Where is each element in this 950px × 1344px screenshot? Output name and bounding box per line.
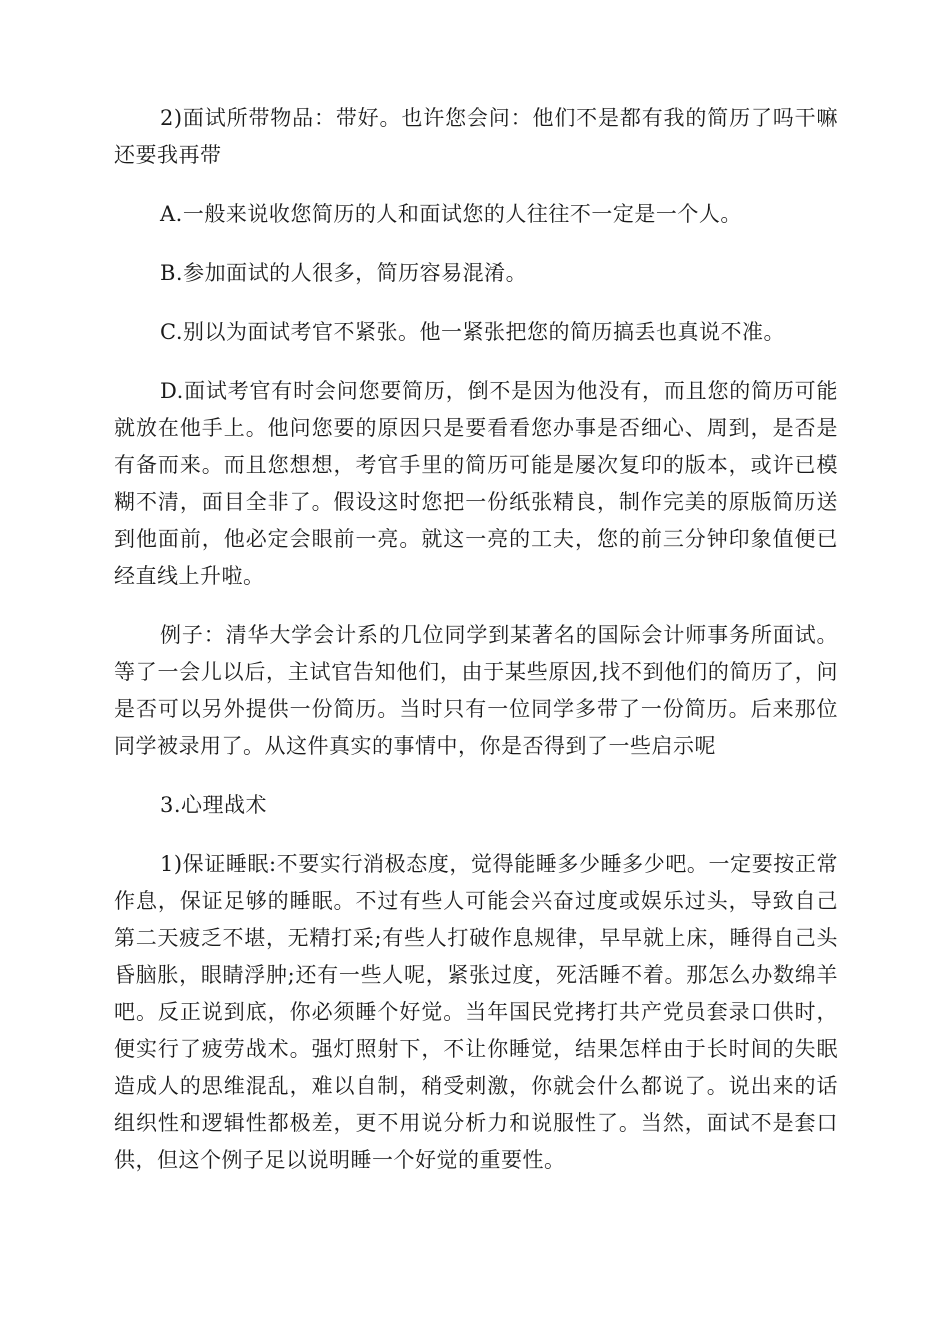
- paragraph-items-to-bring: 2)面试所带物品：带好。也许您会问：他们不是都有我的简历了吗干嘛还要我再带: [114, 106, 838, 167]
- document-page: [114, 100, 838, 1201]
- paragraph-point-c: C.别以为面试考官不紧张。他一紧张把您的简历搞丢也真说不准。: [160, 320, 785, 344]
- paragraph-sleep: 1)保证睡眠:不要实行消极态度，觉得能睡多少睡多少吧。一定要按正常作息，保证足够的睡眠。不过有些人可能会兴奋过度或娱乐过头，导致自己第二天疲乏不堪，无精打采;有些人打破作息规律，早早就上床，睡得自己头昏脑胀，眼睛浮肿;还有一些人呢，紧张过度，死活睡不着。那怎么办数绵羊吧。反正说到底，你必须睡个好觉。当年国民党拷打共产党员套录口供时，便实行了疲劳战术。强灯照射下，不让你睡觉，结果怎样由于长时间的失眠造成人的思维混乱，难以自制，稍受刺激，你就会什么都说了。说出来的话组织性和逻辑性都极差，更不用说分析力和说服性了。当然，面试不是套口供，但这个例子足以说明睡一个好觉的重要性。: [114, 852, 838, 1172]
- paragraph-point-b: B.参加面试的人很多，简历容易混淆。: [160, 261, 528, 285]
- section-heading-psychology: 3.心理战术: [160, 793, 268, 817]
- paragraph-example: 例子：清华大学会计系的几位同学到某著名的国际会计师事务所面试。等了一会儿以后，主试官告知他们，由于某些原因,找不到他们的简历了，问是否可以另外提供一份简历。当时只有一位同学多带了一份简历。后来那位同学被录用了。从这件真实的事情中，你是否得到了一些启示呢: [114, 623, 838, 758]
- paragraph-point-a: A.一般来说收您简历的人和面试您的人往往不一定是一个人。: [160, 202, 742, 226]
- paragraph-point-d: D.面试考官有时会问您要简历，倒不是因为他没有，而且您的简历可能就放在他手上。他问您要的原因只是要看看您办事是否细心、周到，是否是有备而来。而且您想想，考官手里的简历可能是屡次复印的版本，或许已模糊不清，面目全非了。假设这时您把一份纸张精良，制作完美的原版简历送到他面前，他必定会眼前一亮。就这一亮的工夫，您的前三分钟印象值便已经直线上升啦。: [114, 379, 838, 588]
